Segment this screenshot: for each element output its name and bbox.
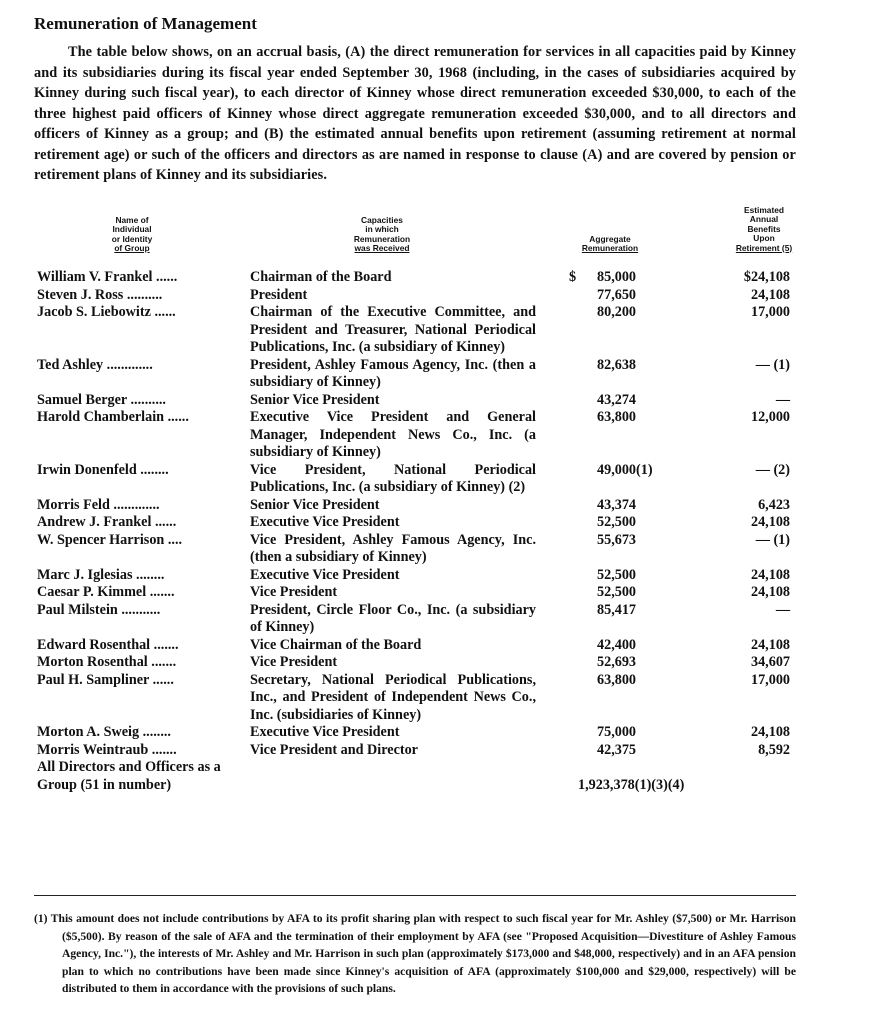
column-header-retirement: Estimated Annual Benefits Upon Retirement (5) — [735, 205, 793, 253]
row-capacity: Senior Vice President — [250, 391, 380, 408]
row-capacity: President, Ashley Famous Agency, Inc. (then a subsidiary of Kinney) — [250, 356, 536, 390]
row-remuneration: 80,200 — [597, 304, 637, 320]
row-capacity: Executive Vice President and General Manager, Independent News Co., Inc. (a subsidiary of Kinney) — [250, 409, 536, 460]
row-capacity: Senior Vice President — [250, 496, 380, 513]
row-remuneration: 52,500 — [597, 584, 637, 600]
row-remuneration: 82,638 — [597, 356, 637, 373]
table-row — [0, 357, 889, 392]
row-capacity: Vice President — [250, 654, 338, 670]
row-capacity: Vice President, National Periodical Publications, Inc. (a subsidiary of Kinney) (2) — [250, 461, 536, 495]
row-name: Jacob S. Liebowitz ...... — [37, 304, 176, 320]
row-retirement: 24,108 — [750, 724, 790, 740]
row-name: Paul Milstein ........... — [37, 601, 161, 618]
table-row — [0, 462, 889, 497]
row-remuneration: 52,693 — [597, 654, 637, 670]
row-retirement: — (1) — [755, 531, 790, 548]
row-capacity: Executive Vice President — [250, 514, 400, 530]
table-row — [0, 287, 889, 305]
row-name: Morton Rosenthal ....... — [37, 654, 177, 670]
row-retirement: 24,108 — [750, 636, 790, 653]
row-retirement: — (2) — [755, 461, 790, 478]
row-name: Harold Chamberlain ...... — [37, 409, 189, 425]
row-retirement: 24,108 — [750, 286, 790, 303]
row-name: Samuel Berger .......... — [37, 391, 166, 408]
row-capacity: Chairman of the Board — [250, 269, 392, 285]
row-name: Ted Ashley ............. — [37, 356, 153, 373]
table-row — [0, 497, 889, 515]
row-remuneration: 1,923,378(1)(3)(4) — [578, 776, 685, 793]
row-remuneration: 85,000 — [597, 269, 637, 285]
table-row — [0, 724, 889, 742]
row-retirement: 17,000 — [750, 671, 790, 688]
row-name: Marc J. Iglesias ........ — [37, 566, 165, 583]
row-capacity — [250, 759, 536, 777]
row-name: Andrew J. Frankel ...... — [37, 514, 177, 530]
row-remuneration: 52,500 — [597, 566, 637, 583]
table-row — [0, 514, 889, 532]
row-retirement: — (1) — [755, 356, 790, 373]
row-remuneration: 42,400 — [597, 636, 637, 653]
row-name: Edward Rosenthal ....... — [37, 636, 179, 653]
row-name: Morton A. Sweig ........ — [37, 724, 171, 740]
column-header-name: Name of Individual or Identity of Group — [111, 215, 153, 254]
table-row — [0, 567, 889, 585]
row-remuneration: 85,417 — [597, 601, 637, 618]
dollar-sign: $ — [569, 269, 577, 285]
footnote — [34, 895, 796, 998]
table-row — [0, 637, 889, 655]
table-row — [0, 409, 889, 462]
row-name: Caesar P. Kimmel ....... — [37, 584, 175, 600]
row-remuneration: 75,000 — [597, 724, 637, 740]
table-row — [0, 532, 889, 567]
row-retirement: 34,607 — [750, 654, 790, 670]
row-remuneration: 43,374 — [597, 496, 637, 513]
table-row — [0, 759, 889, 794]
row-retirement: 8,592 — [758, 741, 790, 758]
row-capacity: Secretary, National Periodical Publications, Inc., and President of Independent News Co., Inc. (subsidiaries of Kinney) — [250, 671, 536, 723]
row-retirement: — — [775, 601, 790, 618]
table-row — [0, 304, 889, 357]
row-name: Paul H. Sampliner ...... — [37, 671, 174, 688]
table-row — [0, 392, 889, 410]
row-capacity: President, Circle Floor Co., Inc. (a subsidiary of Kinney) — [250, 601, 536, 635]
row-capacity: Executive Vice President — [250, 724, 400, 740]
row-remuneration: 52,500 — [597, 514, 637, 530]
row-capacity: Vice President and Director — [250, 741, 418, 758]
table-row — [0, 602, 889, 637]
row-name: All Directors and Officers as a Group (51 in number) — [37, 759, 221, 793]
footnote-text: (1) This amount does not include contributions by AFA to its profit sharing plan with respect to such fiscal year for Mr. Ashley ($7,500) or Mr. Harrison ($5,500). By reason of the sale of AFA and the termination of their employment by AFA (see "Proposed Acquisition—Divestiture of Ashley Famous Agency, Inc."), the interests of Mr. Ashley and Mr. Harrison in such plan (approximately $173,000 and $48,000, respectively) and in an AFA pension plan to which no contributions have been made since Kinney's acquisition of AFA (approximately $100,000 and $29,000, respectively) will be distributed to them in accordance with the provisions of such plans. — [34, 912, 796, 995]
row-capacity: President — [250, 286, 308, 303]
table-row — [0, 742, 889, 760]
table-row — [0, 269, 889, 287]
row-name: W. Spencer Harrison .... — [37, 531, 183, 548]
section-heading: Remuneration of Management — [34, 14, 257, 33]
intro-paragraph: The table below shows, on an accrual basis, (A) the direct remuneration for services in all capacities paid by Kinney and its subsidiaries during its fiscal year ended September 30, 1968 (including, in the cases of subsidiaries acquired by Kinney during such fiscal year), to each director of Kinney whose direct remuneration exceeded $30,000, to each of the three highest paid officers of Kinney whose direct aggregate remuneration exceeded $30,000, and to all directors and officers of Kinney as a group; and (B) the estimated annual benefits upon retirement (assuming retirement at normal retirement age) or such of the officers and directors as are named in response to clause (A) and are covered by pension or retirement plans of Kinney and its subsidiaries. — [34, 44, 796, 183]
table-row — [0, 584, 889, 602]
row-remuneration: 42,375 — [597, 741, 637, 758]
row-remuneration: 77,650 — [597, 286, 637, 303]
row-retirement: 24,108 — [750, 514, 790, 530]
remuneration-table — [0, 269, 889, 794]
row-name: Steven J. Ross .......... — [37, 286, 163, 303]
column-header-aggregate: Aggregate Remuneration — [581, 234, 639, 254]
row-retirement: 17,000 — [750, 304, 790, 320]
row-capacity: Vice President, Ashley Famous Agency, Inc. (then a subsidiary of Kinney) — [250, 531, 536, 565]
row-remuneration: 63,800 — [597, 671, 637, 688]
row-retirement: 24,108 — [750, 566, 790, 583]
row-retirement: 6,423 — [758, 496, 790, 513]
row-retirement: — — [775, 391, 790, 408]
table-row — [0, 654, 889, 672]
row-remuneration: 49,000(1) — [597, 461, 653, 478]
row-name: William V. Frankel ...... — [37, 269, 178, 285]
row-retirement: 24,108 — [750, 584, 790, 600]
row-remuneration: 43,274 — [597, 391, 637, 408]
row-capacity: Executive Vice President — [250, 566, 400, 583]
row-name: Morris Weintraub ....... — [37, 741, 177, 758]
row-retirement: $24,108 — [743, 269, 790, 285]
table-row — [0, 672, 889, 725]
row-capacity: Vice Chairman of the Board — [250, 636, 422, 653]
column-header-capacities: Capacities in which Remuneration was Received — [353, 215, 411, 254]
row-name: Irwin Donenfeld ........ — [37, 461, 169, 478]
row-capacity: Chairman of the Executive Committee, and President and Treasurer, National Periodical Publications, Inc. (a subsidiary of Kinney) — [250, 304, 536, 355]
row-remuneration: 55,673 — [597, 531, 637, 548]
row-remuneration: 63,800 — [597, 409, 637, 425]
row-name: Morris Feld ............. — [37, 496, 160, 513]
row-capacity: Vice President — [250, 584, 338, 600]
row-retirement: 12,000 — [750, 409, 790, 425]
